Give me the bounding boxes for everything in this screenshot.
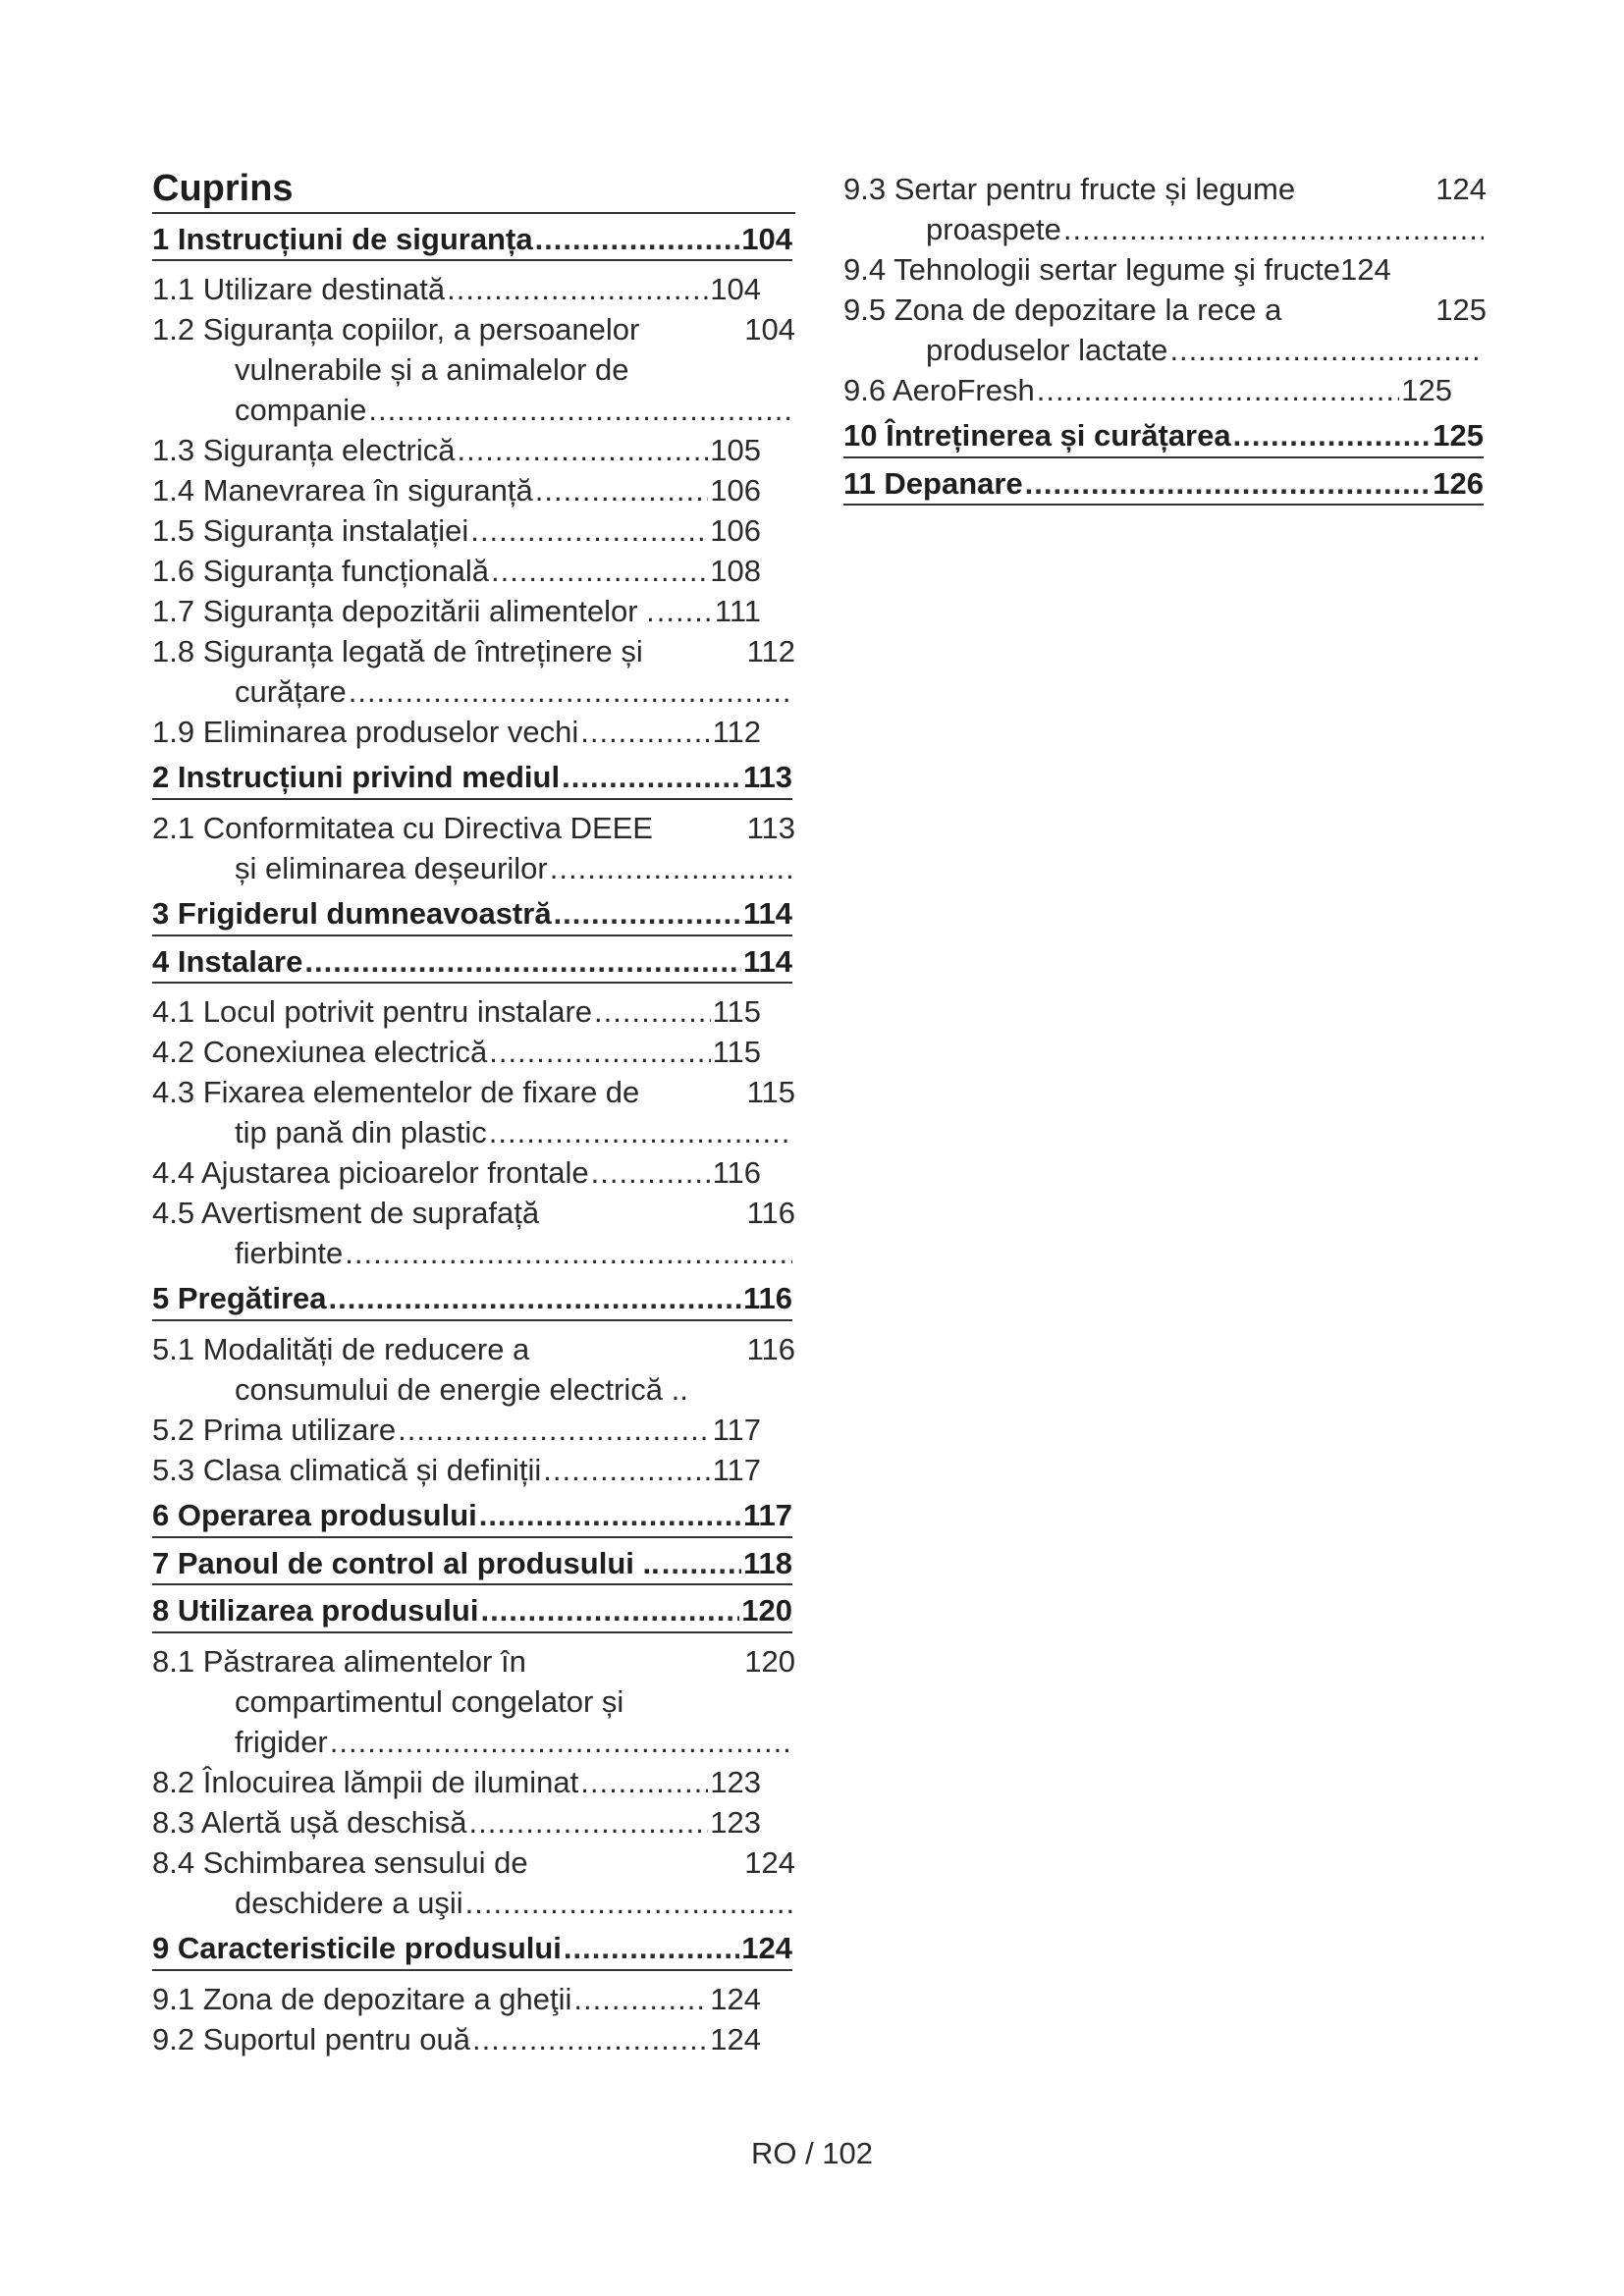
toc-entry-page: 112 — [712, 715, 761, 750]
toc-leader-dots — [1037, 370, 1400, 410]
toc-entry-title: 5.2 Prima utilizare — [152, 1413, 397, 1447]
toc-entry-title-cont: frigider — [235, 1724, 328, 1759]
toc-entry-title: 11 Depanare — [843, 465, 1023, 501]
toc-entry-title: 8.2 Înlocuirea lămpii de iluminat — [152, 1764, 579, 1799]
toc-leader-dots — [457, 430, 708, 470]
toc-entry-continuation — [152, 1722, 794, 1762]
toc-entry-line — [152, 1410, 761, 1450]
toc-entry-title: 1.6 Siguranța funcțională — [152, 554, 489, 589]
page-number: RO / 102 — [750, 2136, 874, 2170]
toc-chapter-entry[interactable] — [843, 466, 1484, 507]
toc-entry-page: 125 — [1433, 418, 1484, 453]
toc-entry-title: 9.5 Zona de depozitare la rece a — [843, 293, 1282, 327]
toc-entry-page: 106 — [710, 513, 761, 549]
toc-entry-page: 124 — [710, 2021, 761, 2056]
toc-section-entry[interactable] — [152, 1410, 761, 1450]
toc-entry-title: 4.1 Locul potrivit pentru instalare — [152, 994, 593, 1030]
toc-list-right — [843, 169, 1487, 506]
toc-entry-title-cont: consumului de energie electrică .. — [235, 1372, 688, 1407]
toc-section-entry[interactable] — [152, 591, 761, 631]
toc-entry-page: 108 — [710, 554, 761, 589]
toc-leader-dots — [1169, 330, 1484, 370]
toc-section-entry[interactable] — [843, 249, 1452, 290]
toc-leader-dots — [330, 1722, 792, 1762]
toc-entry-title: 8.3 Alertă ușă deschisă — [152, 1804, 467, 1840]
toc-leader-dots — [489, 1112, 792, 1152]
toc-entry-page: 106 — [710, 473, 761, 508]
toc-leader-dots — [491, 551, 708, 591]
toc-entry-page: 112 — [746, 634, 795, 669]
toc-leader-dots — [304, 944, 741, 980]
toc-entry-line — [152, 1450, 761, 1490]
toc-entry-line — [152, 1802, 761, 1842]
toc-list-left — [152, 222, 795, 2059]
toc-section-entry[interactable] — [152, 1032, 761, 1072]
toc-leader-dots — [465, 1883, 792, 1923]
toc-section-entry[interactable] — [152, 712, 761, 752]
toc-entry-title: 1.3 Siguranța electrică — [152, 433, 456, 468]
toc-entry-title: 8 Utilizarea produsului — [152, 1593, 479, 1629]
toc-entry-continuation — [152, 671, 794, 712]
toc-entry-title: 4 Instalare — [152, 943, 303, 979]
toc-entry-continuation — [152, 1233, 794, 1273]
toc-entry-page: 104 — [744, 312, 795, 347]
toc-entry-title: 1.9 Eliminarea produselor vechi — [152, 715, 579, 750]
toc-entry-line — [843, 249, 1452, 290]
toc-entry-title: 2.1 Conformitatea cu Directiva DEEE — [152, 811, 653, 846]
toc-entry-title: 4.3 Fixarea elementelor de fixare de — [152, 1075, 640, 1110]
toc-entry-page: 113 — [742, 760, 792, 795]
toc-entry-title: 9 Caracteristicile produsului — [152, 1930, 562, 1965]
toc-entry-continuation — [152, 390, 794, 430]
toc-entry-line — [843, 290, 1487, 330]
toc-entry-title: 1.8 Siguranța legată de întreținere și — [152, 634, 643, 669]
toc-section-entry[interactable] — [152, 2019, 761, 2059]
toc-section-entry[interactable] — [152, 1842, 795, 1923]
toc-entry-continuation — [152, 1682, 794, 1722]
toc-entry-title: 4.4 Ajustarea picioarelor frontale — [152, 1155, 589, 1191]
toc-leader-dots — [349, 671, 792, 712]
toc-entry-page: 104 — [710, 272, 761, 307]
toc-entry-page: 124 — [744, 1844, 795, 1880]
toc-leader-dots — [580, 1762, 708, 1802]
toc-leader-dots — [489, 1032, 710, 1072]
toc-section-entry[interactable] — [152, 1072, 795, 1152]
toc-entry-title: 1 Instrucțiuni de siguranța — [152, 221, 533, 256]
toc-entry-page: 126 — [1433, 465, 1484, 501]
toc-entry-continuation — [843, 330, 1486, 370]
toc-entry-page: 104 — [741, 221, 792, 256]
toc-entry-line — [152, 1329, 795, 1369]
toc-entry-line — [152, 631, 795, 671]
toc-section-entry[interactable] — [152, 1152, 761, 1193]
toc-right-column — [843, 169, 1487, 513]
toc-entry-title: 10 Întreținerea și curățarea — [843, 418, 1231, 453]
toc-entry-page: 125 — [1401, 373, 1452, 407]
toc-section-entry[interactable] — [843, 169, 1487, 249]
toc-leader-dots — [543, 1450, 710, 1490]
toc-section-entry[interactable] — [152, 1802, 761, 1842]
toc-entry-page: 123 — [710, 1764, 761, 1799]
toc-leader-dots — [550, 848, 792, 888]
toc-leader-dots — [480, 1593, 739, 1629]
toc-entry-line — [152, 712, 761, 752]
toc-entry-title: 9.2 Suportul pentru ouă — [152, 2021, 471, 2056]
toc-leader-dots — [368, 390, 792, 430]
toc-entry-page: 124 — [741, 1930, 792, 1965]
toc-entry-line — [152, 1072, 795, 1112]
toc-section-entry[interactable] — [152, 510, 761, 551]
toc-chapter-entry[interactable] — [152, 1593, 792, 1633]
toc-leader-dots — [591, 1152, 711, 1193]
toc-entry-title: 8.1 Păstrarea alimentelor în — [152, 1643, 526, 1679]
toc-leader-dots — [479, 1498, 741, 1533]
toc-entry-title: 9.3 Sertar pentru fructe și legume — [843, 172, 1296, 206]
toc-leader-dots — [1063, 209, 1484, 249]
toc-entry-line — [152, 2019, 761, 2059]
toc-entry-line — [152, 1979, 761, 2019]
toc-entry-line — [152, 1152, 761, 1193]
toc-entry-title: 1.7 Siguranța depozitării alimentelor . — [152, 594, 655, 629]
toc-section-entry[interactable] — [152, 808, 795, 888]
toc-leader-dots — [1233, 418, 1432, 454]
toc-entry-page: 118 — [742, 1545, 792, 1580]
toc-leader-dots — [662, 1546, 741, 1581]
toc-entry-line — [152, 1193, 795, 1233]
toc-entry-title: 4.5 Avertisment de suprafață — [152, 1196, 540, 1231]
toc-entry-page: 114 — [742, 896, 792, 932]
toc-section-entry[interactable] — [152, 309, 795, 430]
toc-leader-dots — [573, 1979, 708, 2019]
toc-entry-title: 1.4 Manevrarea în siguranță — [152, 473, 533, 508]
toc-entry-line — [152, 991, 761, 1032]
toc-entry-line — [152, 309, 795, 349]
toc-entry-title: 5 Pregătirea — [152, 1281, 327, 1316]
toc-section-entry[interactable] — [152, 1641, 795, 1762]
toc-entry-title-cont: curățare — [235, 674, 347, 710]
toc-section-entry[interactable] — [152, 1329, 795, 1410]
toc-entry-continuation — [152, 848, 794, 888]
toc-chapter-entry[interactable] — [843, 418, 1484, 458]
toc-entry-title: 9.1 Zona de depozitare a gheţii — [152, 1981, 572, 2016]
toc-entry-page: 116 — [746, 1196, 795, 1231]
toc-leader-dots — [470, 510, 708, 551]
toc-section-entry[interactable] — [843, 370, 1452, 410]
toc-entry-title-cont: compartimentul congelator și — [235, 1683, 624, 1719]
toc-leader-dots — [580, 712, 710, 752]
toc-entry-page: 113 — [746, 811, 795, 846]
toc-section-entry[interactable] — [152, 1762, 761, 1802]
toc-entry-page: 124 — [710, 1981, 761, 2016]
toc-entry-title: 3 Frigiderul dumneavoastră — [152, 896, 552, 932]
toc-entry-continuation — [152, 1883, 794, 1923]
toc-entry-title-cont: și eliminarea deșeurilor — [235, 851, 548, 886]
toc-entry-page: 116 — [712, 1155, 761, 1191]
toc-section-entry[interactable] — [152, 269, 761, 309]
toc-entry-title: 7 Panoul de control al produsului .. — [152, 1545, 660, 1580]
toc-entry-title-cont: companie — [235, 393, 367, 428]
toc-entry-title: 1.1 Utilizare destinată — [152, 272, 446, 307]
toc-entry-line — [152, 1032, 761, 1072]
toc-entry-line — [152, 470, 761, 510]
toc-leader-dots — [345, 1233, 792, 1273]
toc-entry-title-cont: proaspete — [926, 212, 1061, 246]
toc-section-entry[interactable] — [152, 1979, 761, 2019]
toc-entry-page: 115 — [746, 1075, 795, 1110]
toc-entry-page: 117 — [742, 1498, 792, 1532]
toc-section-entry[interactable] — [152, 430, 761, 470]
toc-leader-dots — [398, 1410, 710, 1450]
toc-leader-dots — [1025, 466, 1432, 502]
toc-entry-title: 8.4 Schimbarea sensului de — [152, 1844, 528, 1880]
toc-entry-line — [152, 1762, 761, 1802]
toc-entry-continuation — [152, 1369, 794, 1410]
toc-section-entry[interactable] — [152, 991, 761, 1032]
toc-entry-title: 9.6 AeroFresh — [843, 373, 1035, 407]
toc-leader-dots — [535, 470, 709, 510]
toc-entry-line — [152, 430, 761, 470]
toc-entry-line — [152, 269, 761, 309]
toc-leader-dots — [469, 1802, 709, 1842]
toc-chapter-entry[interactable] — [152, 222, 792, 262]
toc-entry-line — [843, 370, 1452, 410]
toc-entry-page: 120 — [741, 1593, 792, 1629]
toc-entry-page: 120 — [744, 1643, 795, 1679]
toc-entry-line — [152, 510, 761, 551]
toc-entry-title: 5.3 Clasa climatică și definiții — [152, 1453, 542, 1487]
toc-leader-dots — [447, 269, 708, 309]
toc-entry-page: 124 — [1340, 252, 1391, 287]
toc-entry-line — [152, 1842, 795, 1883]
toc-entry-page: 115 — [712, 994, 761, 1030]
toc-entry-page: 111 — [714, 594, 761, 629]
toc-entry-title: 5.1 Modalități de reducere a — [152, 1332, 530, 1366]
toc-leader-dots — [535, 222, 740, 257]
toc-entry-title: 2 Instrucțiuni privind mediul — [152, 760, 561, 795]
toc-entry-page: 123 — [710, 1804, 761, 1840]
toc-entry-title-cont: vulnerabile și a animalelor de — [235, 352, 629, 388]
toc-section-entry[interactable] — [152, 551, 761, 591]
toc-chapter-entry[interactable] — [152, 1281, 792, 1321]
toc-entry-page: 115 — [712, 1035, 761, 1070]
toc-left-column — [152, 169, 795, 2059]
toc-chapter-entry[interactable] — [152, 760, 792, 800]
toc-entry-title-cont: fierbinte — [235, 1236, 344, 1271]
toc-entry-continuation — [152, 349, 794, 390]
toc-entry-title: 1.5 Siguranța instalației — [152, 513, 469, 549]
toc-entry-title-cont: produselor lactate — [926, 333, 1168, 367]
toc-entry-page: 124 — [1435, 172, 1487, 206]
toc-leader-dots — [594, 991, 711, 1032]
toc-chapter-entry[interactable] — [152, 1546, 792, 1586]
toc-entry-continuation — [152, 1112, 794, 1152]
toc-entry-page: 125 — [1435, 293, 1487, 327]
toc-chapter-entry[interactable] — [152, 896, 792, 936]
toc-leader-dots — [329, 1281, 741, 1316]
toc-chapter-entry[interactable] — [152, 1498, 792, 1538]
toc-entry-title: 1.2 Siguranța copiilor, a persoanelor — [152, 312, 640, 347]
toc-entry-continuation — [843, 209, 1486, 249]
toc-entry-title-cont: deschidere a uşii — [235, 1885, 463, 1920]
toc-entry-line — [152, 551, 761, 591]
toc-leader-dots — [564, 1931, 739, 1966]
toc-section-entry[interactable] — [152, 1450, 761, 1490]
toc-section-entry[interactable] — [152, 1193, 795, 1273]
toc-section-entry[interactable] — [843, 290, 1487, 370]
toc-entry-line — [843, 169, 1487, 209]
toc-entry-page: 117 — [712, 1453, 761, 1487]
toc-entry-line — [152, 808, 795, 848]
toc-section-entry[interactable] — [152, 631, 795, 712]
toc-chapter-entry[interactable] — [152, 944, 792, 985]
toc-title: Cuprins — [152, 169, 795, 214]
toc-entry-line — [152, 1641, 795, 1682]
toc-entry-title: 6 Operarea produsului — [152, 1498, 477, 1532]
toc-leader-dots — [562, 760, 741, 795]
toc-entry-page: 117 — [712, 1413, 761, 1447]
toc-entry-title-cont: tip pană din plastic — [235, 1115, 487, 1150]
toc-leader-dots — [657, 591, 713, 631]
toc-entry-page: 116 — [746, 1332, 795, 1366]
toc-section-entry[interactable] — [152, 470, 761, 510]
toc-entry-page: 116 — [742, 1281, 792, 1316]
toc-entry-line — [152, 591, 761, 631]
toc-leader-dots — [472, 2019, 708, 2059]
toc-entry-title: 4.2 Conexiunea electrică — [152, 1035, 488, 1070]
toc-entry-title: 9.4 Tehnologii sertar legume şi fructe — [843, 252, 1341, 287]
toc-leader-dots — [554, 896, 741, 932]
toc-entry-page: 105 — [710, 433, 761, 468]
toc-chapter-entry[interactable] — [152, 1931, 792, 1971]
toc-entry-page: 114 — [742, 943, 792, 979]
